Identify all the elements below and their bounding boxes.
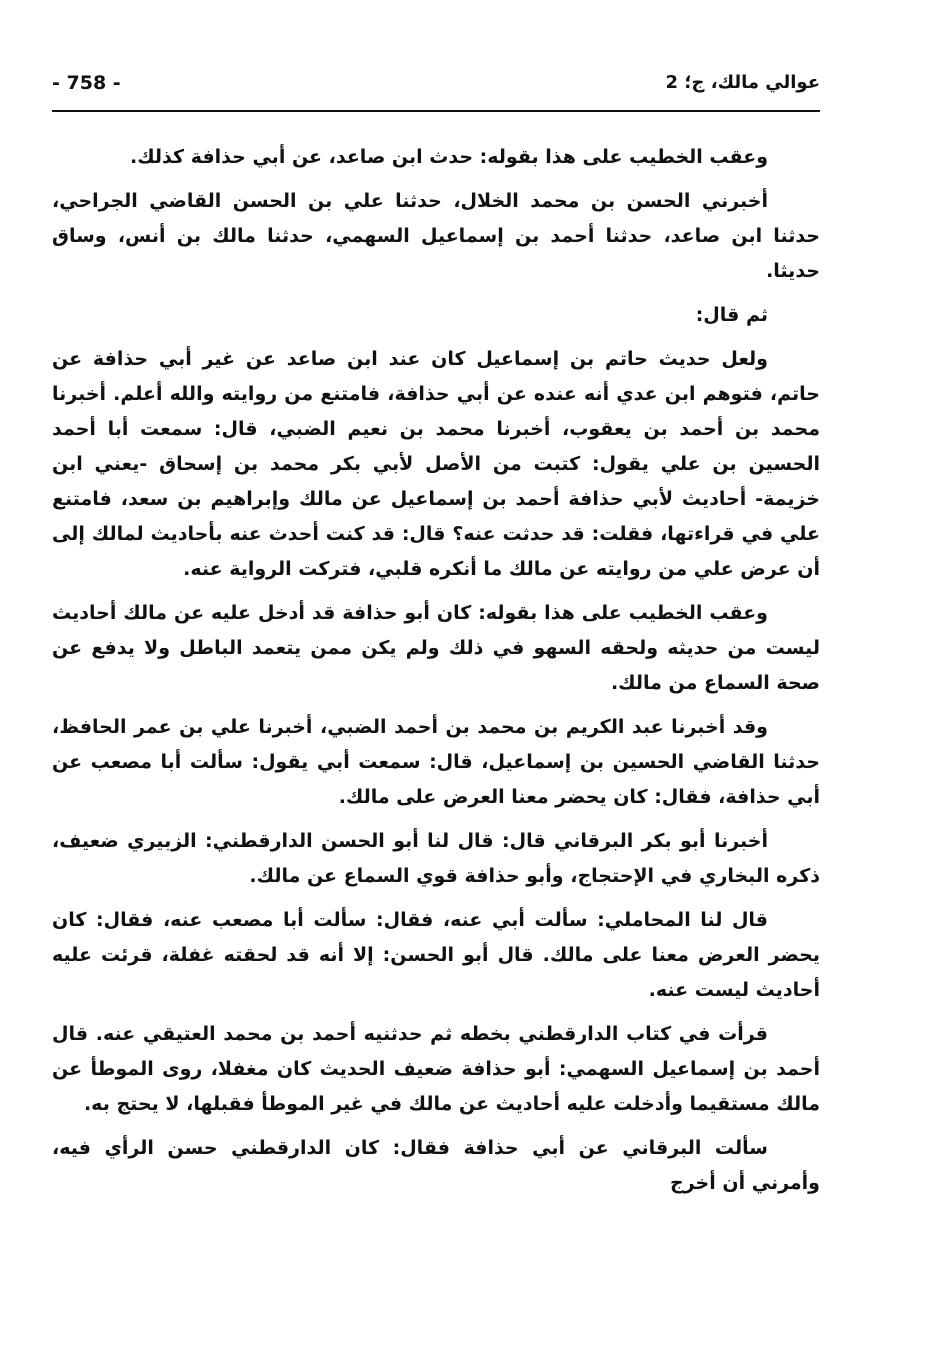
book-title: عوالي مالك، ج؛ 2 — [665, 72, 820, 93]
header-divider — [52, 110, 820, 112]
paragraph: سألت البرقاني عن أبي حذافة فقال: كان الدارقطني حسن الرأي فيه، وأمرني أن أخرج — [52, 1137, 820, 1194]
paragraph: وقد أخبرنا عبد الكريم بن محمد بن أحمد الضبي، أخبرنا علي بن عمر الحافظ، حدثنا القاضي الحسين بن إسماعيل، قال: سمعت أبي يقول: سألت أبا مصعب عن أبي حذافة، فقال: كان يحضر معنا العرض على مالك. — [52, 716, 820, 808]
paragraph: قرأت في كتاب الدارقطني بخطه ثم حدثنيه أحمد بن محمد العتيقي عنه. قال أحمد بن إسماعيل السهمي: أبو حذافة ضعيف الحديث كان مغفلا، روى الموطأ عن مالك مستقيما وأدخلت عليه أحاديث عن مالك في غير الموطأ فقبلها، لا يحتج به. — [52, 1023, 820, 1115]
paragraph: ولعل حديث حاتم بن إسماعيل كان عند ابن صاعد عن غير أبي حذافة عن حاتم، فتوهم ابن عدي أنه عنده عن أبي حذافة، فامتنع من روايته والله أعلم. أخبرنا محمد بن أحمد بن يعقوب، أخبرنا محمد بن نعيم الضبي، قال: سمعت أبا أحمد الحسين بن علي يقول: كتبت من الأصل لأبي بكر محمد بن إسحاق -يعني ابن خزيمة- أحاديث لأبي حذافة أحمد بن إسماعيل عن مالك وإبراهيم بن سعد، فامتنع علي في قراءتها، فقلت: قد حدثت عنه؟ قال: قد كنت أحدث عنه بأحاديث لمالك إلى أن عرض علي من روايته عن مالك ما أنكره قلبي، فتركت الرواية عنه. — [52, 348, 820, 580]
page-body — [52, 140, 820, 1210]
paragraph: أخبرني الحسن بن محمد الخلال، حدثنا علي بن الحسن القاضي الجراحي، حدثنا ابن صاعد، حدثنا أحمد بن إسماعيل السهمي، حدثنا مالك بن أنس، وساق حديثا. — [52, 190, 820, 282]
page-header — [52, 72, 820, 102]
paragraph: قال لنا المحاملي: سألت أبي عنه، فقال: سألت أبا مصعب عنه، فقال: كان يحضر العرض معنا على مالك. قال أبو الحسن: إلا أنه قد لحقته غفلة، قرئت عليه أحاديث ليست عنه. — [52, 909, 820, 1001]
paragraph: وعقب الخطيب على هذا بقوله: كان أبو حذافة قد أدخل عليه عن مالك أحاديث ليست من حديثه ولحقه السهو في ذلك ولم يكن ممن يتعمد الباطل ولا يدفع عن صحة السماع من مالك. — [52, 602, 820, 694]
page-number: - 758 - — [52, 72, 121, 94]
paragraph: وعقب الخطيب على هذا بقوله: حدث ابن صاعد، عن أبي حذافة كذلك. — [130, 146, 768, 168]
paragraph: ثم قال: — [695, 304, 768, 326]
paragraph: أخبرنا أبو بكر البرقاني قال: قال لنا أبو الحسن الدارقطني: الزبيري ضعيف، ذكره البخاري في الإحتجاج، وأبو حذافة قوي السماع عن مالك. — [52, 830, 820, 887]
